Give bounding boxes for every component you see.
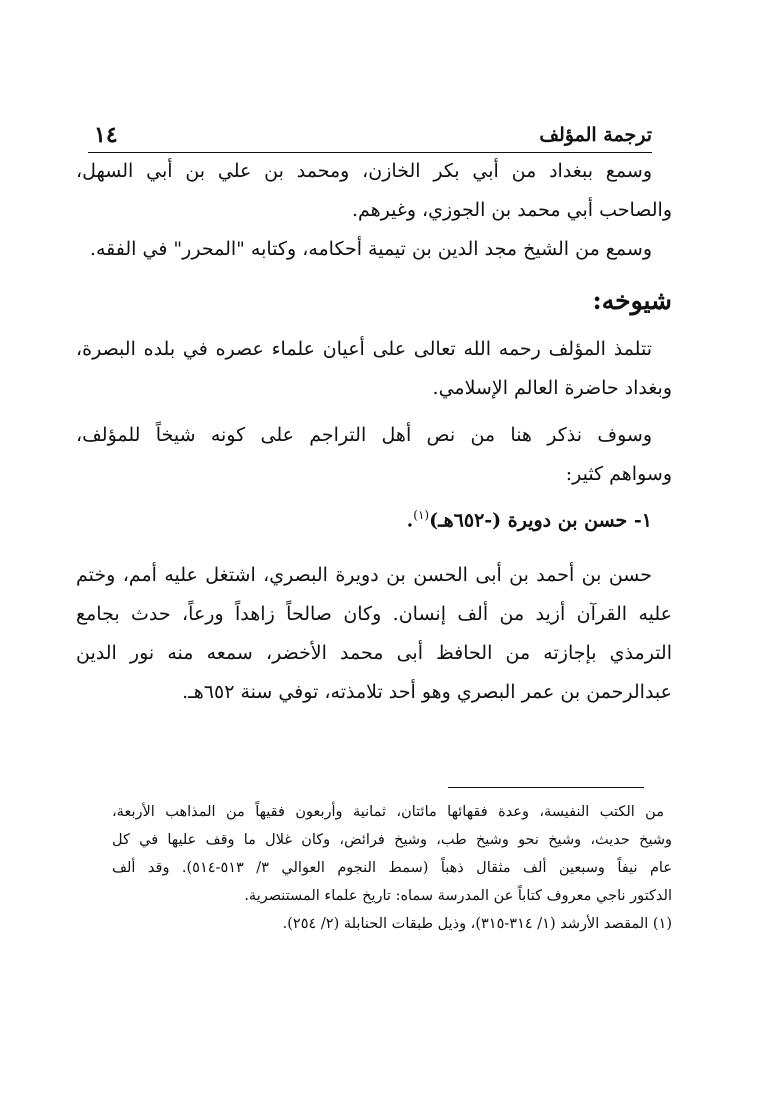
section-heading-teachers: شيوخه: bbox=[592, 286, 672, 315]
teachers-paragraph1-line-1: تتلمذ المؤلف رحمه الله تعالى على أعيان علماء عصره في بلده البصرة، bbox=[76, 338, 652, 360]
entry-heading bbox=[407, 508, 652, 531]
intro-line-1: وسمع ببغداد من أبي بكر الخازن، ومحمد بن علي بن أبي السهل، bbox=[76, 160, 652, 182]
footnote-1: (١) المقصد الأرشد (١/ ٣١٤-٣١٥)، وذيل طبقات الحنابلة (٢/ ٢٥٤). bbox=[282, 916, 672, 932]
teachers-paragraph1-line-2: وبغداد حاضرة العالم الإسلامي. bbox=[432, 377, 672, 399]
page-number: ١٤ bbox=[94, 122, 118, 148]
entry-heading-text: ١- حسن بن دويرة (-٦٥٢هـ) bbox=[429, 509, 652, 532]
running-title: ترجمة المؤلف bbox=[539, 124, 652, 146]
teachers-paragraph2-line-1: وسوف نذكر هنا من نص أهل التراجم على كونه شيخاً للمؤلف، bbox=[76, 424, 652, 446]
intro-line-2: والصاحب أبي محمد بن الجوزي، وغيرهم. bbox=[351, 199, 672, 221]
footnote-continued-line-3: عام نيفاً وسبعين ألف مثقال ذهباً (سمط النجوم العوالي ٣/ ٥١٣-٥١٤). وقد ألف bbox=[112, 860, 672, 876]
entry-heading-end: . bbox=[406, 509, 414, 532]
page-header bbox=[88, 112, 652, 153]
intro-line-3: وسمع من الشيخ مجد الدين بن تيمية أحكامه، وكتابه "المحرر" في الفقه. bbox=[89, 238, 652, 260]
entry-line-2: عليه القرآن أزيد من ألف إنسان. وكان صالحاً زاهداً ورعاً، حدث بجامع bbox=[76, 603, 672, 625]
entry-line-4: عبدالرحمن بن عمر البصري وهو أحد تلامذته، توفي سنة ٦٥٢هـ. bbox=[182, 681, 672, 703]
footnote-marker: (١) bbox=[413, 508, 430, 522]
footnote-separator bbox=[448, 787, 644, 788]
footnote-continued-line-1: من الكتب النفيسة، وعدة فقهائها مائتان، ثمانية وأربعون فقيهاً من المذاهب الأربعة، bbox=[112, 804, 664, 820]
entry-line-3: الترمذي بإجازته من الحافظ أبى محمد الأخضر، سمعه منه نور الدين bbox=[76, 642, 672, 664]
footnote-continued-line-4: الدكتور ناجي معروف كتاباً عن المدرسة سماه: تاريخ علماء المستنصرية. bbox=[244, 888, 672, 904]
footnote-continued-line-2: وشيخ حديث، وشيخ نحو وشيخ طب، وشيخ فرائض، وكان غلال ما وقف عليها في كل bbox=[112, 832, 672, 848]
teachers-paragraph2-line-2: وسواهم كثير: bbox=[565, 463, 672, 485]
entry-line-1: حسن بن أحمد بن أبى الحسن بن دويرة البصري، اشتغل عليه أمم، وختم bbox=[76, 564, 652, 586]
